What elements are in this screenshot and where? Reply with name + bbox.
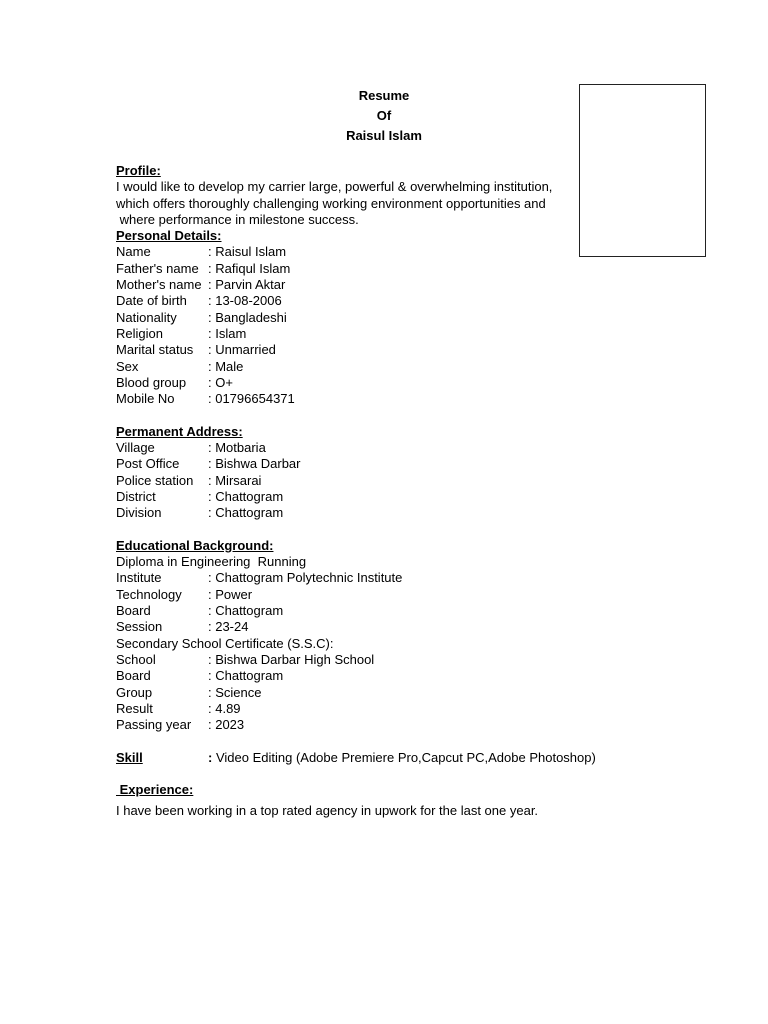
- personal-row-sex: [116, 359, 586, 375]
- experience-heading: Experience:: [116, 782, 194, 798]
- field-value: : 23-24: [208, 619, 249, 635]
- field-label: Father's name: [116, 260, 199, 276]
- field-label: Group: [116, 684, 153, 700]
- field-value: : O+: [208, 374, 233, 390]
- personal-row-name: [116, 244, 586, 260]
- field-value: : Mirsarai: [208, 472, 262, 488]
- field-label: Division: [116, 505, 162, 521]
- diploma-title: Diploma in Engineering Running: [116, 554, 307, 570]
- title-line-resume: Resume: [358, 88, 410, 103]
- ssc-row-passing-year: [116, 717, 586, 733]
- field-value: : Parvin Aktar: [208, 277, 286, 293]
- field-value: : Science: [208, 684, 262, 700]
- field-value: : Chattogram: [208, 488, 284, 504]
- field-label: Police station: [116, 472, 194, 488]
- title-line-of: Of: [376, 108, 392, 123]
- field-value: : Male: [208, 358, 244, 374]
- field-label: Mother's name: [116, 277, 202, 293]
- field-value: : Chattogram Polytechnic Institute: [208, 570, 403, 586]
- profile-text-line: which offers thoroughly challenging working environment opportunities and: [116, 195, 546, 211]
- field-label: Passing year: [116, 717, 192, 733]
- skill-heading: Skill: [116, 749, 143, 765]
- personal-details-heading: Personal Details:: [116, 228, 222, 244]
- personal-row-mother: [116, 277, 586, 293]
- address-row-police-station: [116, 473, 586, 489]
- resume-content: [116, 163, 596, 819]
- diploma-row-session: [116, 619, 586, 635]
- field-label: Mobile No: [116, 391, 175, 407]
- educational-background-heading: Educational Background:: [116, 537, 274, 553]
- field-label: Technology: [116, 586, 182, 602]
- field-label: Village: [116, 440, 155, 456]
- diploma-row-board: [116, 603, 586, 619]
- personal-row-nationality: [116, 310, 586, 326]
- diploma-row-institute: [116, 570, 586, 586]
- field-label: School: [116, 651, 156, 667]
- field-label: Board: [116, 668, 151, 684]
- address-row-village: [116, 440, 586, 456]
- photo-placeholder: [579, 84, 706, 257]
- field-value: : Bangladeshi: [208, 309, 287, 325]
- personal-row-blood: [116, 375, 586, 391]
- field-label: Result: [116, 700, 153, 716]
- resume-title: [234, 87, 534, 147]
- profile-heading: Profile:: [116, 163, 161, 178]
- field-value: : 01796654371: [208, 391, 295, 407]
- ssc-row-school: [116, 652, 586, 668]
- field-value: : Chattogram: [208, 505, 284, 521]
- ssc-row-group: [116, 685, 586, 701]
- field-label: Post Office: [116, 456, 180, 472]
- profile-text-line: where performance in milestone success.: [116, 211, 359, 227]
- field-value: : 2023: [208, 717, 245, 733]
- profile-text-line: I would like to develop my carrier large, powerful & overwhelming institution,: [116, 179, 553, 195]
- field-value: : Power: [208, 586, 253, 602]
- experience-text: I have been working in a top rated agency in upwork for the last one year.: [116, 802, 539, 818]
- section-spacer: [116, 733, 586, 749]
- field-label: Sex: [116, 358, 139, 374]
- field-value: : Islam: [208, 325, 247, 341]
- field-label: Blood group: [116, 374, 187, 390]
- field-label: Institute: [116, 570, 162, 586]
- address-row-division: [116, 505, 586, 521]
- title-line-name: Raisul Islam: [346, 128, 422, 143]
- diploma-row-technology: [116, 587, 586, 603]
- personal-row-father: [116, 261, 586, 277]
- field-value: : Raisul Islam: [208, 244, 287, 260]
- personal-row-religion: [116, 326, 586, 342]
- field-value: : Bishwa Darbar High School: [208, 651, 375, 667]
- ssc-title: Secondary School Certificate (S.S.C):: [116, 635, 334, 651]
- field-label: Marital status: [116, 342, 194, 358]
- section-spacer: [116, 522, 586, 538]
- ssc-row-board: [116, 668, 586, 684]
- personal-row-dob: [116, 293, 586, 309]
- section-spacer: [116, 407, 586, 423]
- skill-colon: :: [208, 749, 213, 765]
- field-label: Session: [116, 619, 163, 635]
- field-label: Name: [116, 244, 151, 260]
- skill-value: Video Editing (Adobe Premiere Pro,Capcut PC,Adobe Photoshop): [212, 749, 596, 765]
- field-value: : 13-08-2006: [208, 293, 282, 309]
- address-row-district: [116, 489, 586, 505]
- field-value: : 4.89: [208, 700, 241, 716]
- field-label: Nationality: [116, 309, 177, 325]
- personal-row-marital: [116, 342, 586, 358]
- field-value: : Chattogram: [208, 668, 284, 684]
- field-label: District: [116, 488, 156, 504]
- section-spacer: [116, 766, 586, 782]
- field-value: : Bishwa Darbar: [208, 456, 301, 472]
- personal-row-mobile: [116, 391, 586, 407]
- field-value: : Unmarried: [208, 342, 276, 358]
- field-label: Religion: [116, 325, 163, 341]
- field-value: : Rafiqul Islam: [208, 260, 291, 276]
- address-row-post-office: [116, 456, 586, 472]
- skill-row: [116, 749, 596, 766]
- field-label: Date of birth: [116, 293, 187, 309]
- field-value: : Motbaria: [208, 440, 266, 456]
- ssc-row-result: [116, 701, 586, 717]
- permanent-address-heading: Permanent Address:: [116, 423, 243, 439]
- field-label: Board: [116, 603, 151, 619]
- field-value: : Chattogram: [208, 603, 284, 619]
